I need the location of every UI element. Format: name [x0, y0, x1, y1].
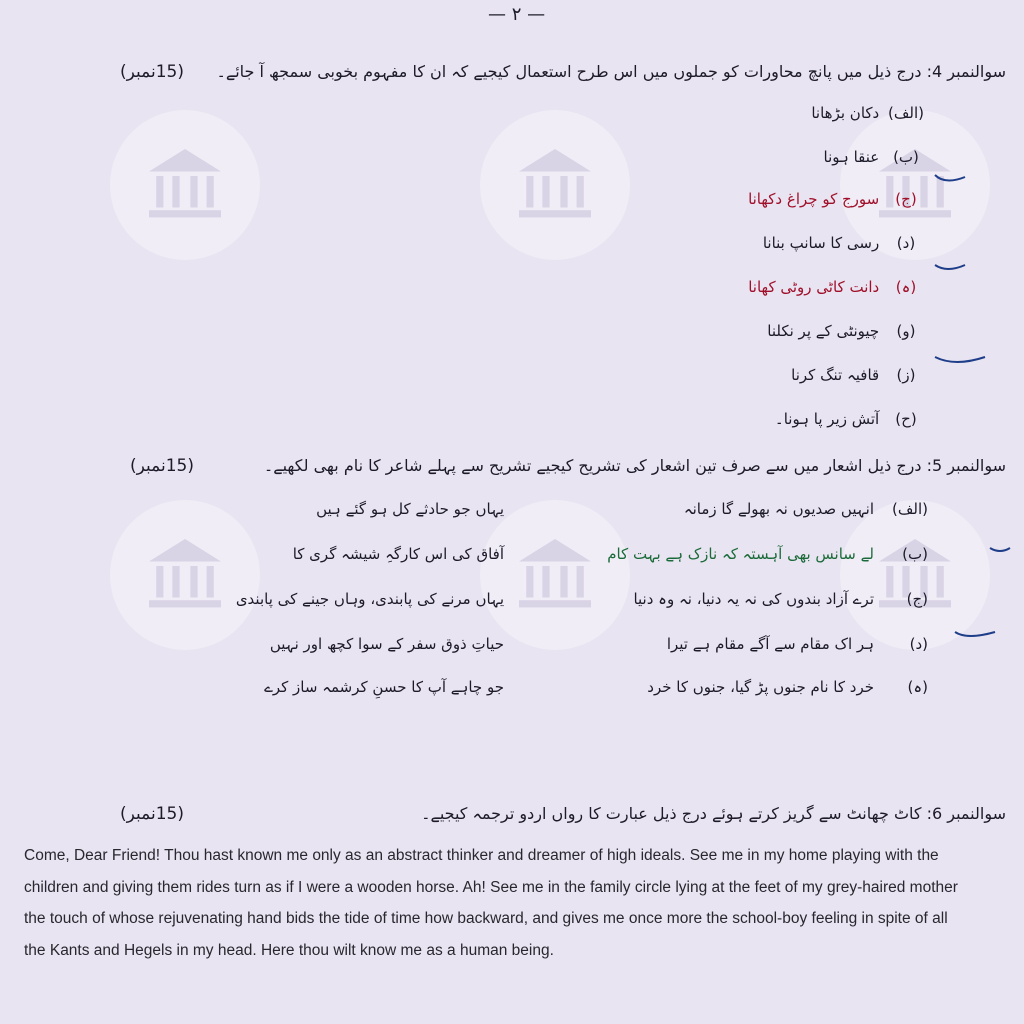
- couplet-first-line: ہر اک مقام سے آگے مقام ہے تیرا: [666, 635, 874, 653]
- q4-item: (الف) دکان بڑھانا: [811, 104, 924, 122]
- couplet-second-line: آفاق کی اس کارگہِ شیشہ گری کا: [292, 545, 504, 563]
- q4-marks: (15نمبر): [120, 62, 184, 82]
- q4-item: (ح) آتش زیر پا ہونا۔: [774, 410, 917, 428]
- couplet-second-line: جو چاہے آپ کا حسنِ کرشمہ ساز کرے: [264, 678, 504, 696]
- couplet-label: (د): [909, 635, 928, 653]
- couplet-first-line: ترے آزاد بندوں کی نہ یہ دنیا، نہ وہ دنیا: [633, 590, 874, 608]
- q4-item: (ہ) دانت کاٹی روٹی کھانا: [748, 278, 917, 296]
- q4-item: (و) چیونٹی کے پر نکلنا: [767, 322, 916, 340]
- couplet-second-line: یہاں مرنے کی پابندی، وہاں جینے کی پابندی: [235, 590, 504, 608]
- couplet-second-line: حیاتِ ذوق سفر کے سوا کچھ اور نہیں: [269, 635, 504, 653]
- couplet-label: (ج): [906, 590, 928, 608]
- couplet-label: (ب): [902, 545, 928, 563]
- couplet-second-line: یہاں جو حادثے کل ہو گئے ہیں: [316, 500, 504, 518]
- q4-item: (ز) قافیہ تنگ کرنا: [791, 366, 916, 384]
- q4-item: (ج) سورج کو چراغ دکھانا: [748, 190, 917, 208]
- q6-marks: (15نمبر): [120, 804, 184, 824]
- q6-heading: سوالنمبر 6: کاٹ چھانٹ سے گریز کرتے ہوئے درج ذیل عبارت کا رواں اردو ترجمہ کیجیے۔: [421, 804, 1006, 823]
- couplet-label: (ہ): [907, 678, 928, 696]
- couplet-label: (الف): [892, 500, 928, 518]
- q5-heading: سوالنمبر 5: درج ذیل اشعار میں سے صرف تین اشعار کی تشریح کیجیے تشریح سے پہلے شاعر کا نام بھی لکھیے۔: [263, 456, 1006, 475]
- couplet-first-line: لے سانس بھی آہستہ کہ نازک ہے بہت کام: [607, 545, 874, 563]
- q4-item: (د) رسی کا سانپ بنانا: [762, 234, 916, 252]
- couplet-first-line: خرد کا نام جنوں پڑ گیا، جنوں کا خرد: [647, 678, 874, 696]
- couplet-first-line: انہیں صدیوں نہ بھولے گا زمانہ: [683, 500, 874, 518]
- translation-passage: Come, Dear Friend! Thou hast known me only as an abstract thinker and dreamer of high ideals. See me in my home playing with the children and giving them rides turn as if I were a wooden horse. Ah! See me in the family circle lying at the feet of my grey-haired mother the touch of whose rejuvenating hand bids the tide of time how backward, and gives me once more the school-boy feeling in spite of all the Kants and Hegels in my head. Here thou wilt know me as a human being.: [24, 847, 958, 959]
- q5-marks: (15نمبر): [130, 456, 194, 476]
- page-number: — ۲ —: [488, 4, 546, 25]
- q4-item: (ب) عنقا ہونا: [823, 148, 919, 166]
- q4-heading: سوالنمبر 4: درج ذیل میں پانچ محاورات کو جملوں میں اس طرح استعمال کیجیے کہ ان کا مفہوم بخوبی سمجھ آ جائے۔: [216, 62, 1006, 81]
